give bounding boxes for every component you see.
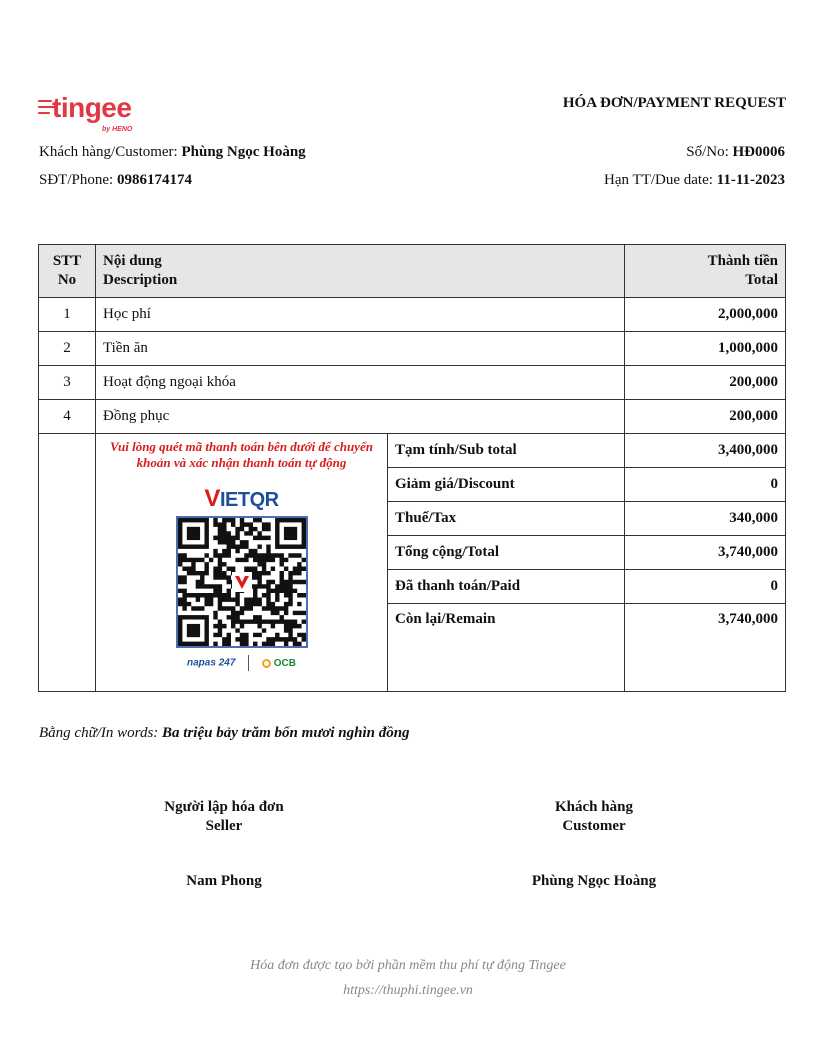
logo-wordmark: tingee: [52, 92, 132, 123]
invoice-number-line: [686, 144, 785, 161]
napas-logo: napas 247: [187, 657, 236, 669]
customer-line: [39, 144, 306, 161]
summary-label: Tổng cộng/Total: [388, 536, 625, 570]
seller-title-en: Seller: [205, 818, 243, 834]
qr-payment-panel: [96, 434, 388, 692]
due-date-value: 11-11-2023: [716, 172, 785, 188]
phone-line: [39, 172, 192, 189]
vietqr-logo: [100, 485, 383, 513]
table-row: [39, 400, 786, 434]
summary-value: 340,000: [625, 502, 786, 536]
in-words-value: Ba triệu bảy trăm bốn mươi nghìn đồng: [162, 725, 410, 741]
seller-title: Người lập hóa đơn: [164, 799, 284, 815]
bank-logos: [100, 655, 383, 671]
customer-signature-name: Phùng Ngọc Hoàng: [531, 873, 657, 889]
item-total: 200,000: [625, 400, 786, 434]
header-desc-line2: Description: [103, 272, 178, 288]
header-no-line1: STT: [52, 253, 82, 269]
bank-logo-divider: [248, 655, 249, 671]
item-description: Học phí: [96, 298, 625, 332]
header-total-line1: Thành tiền: [707, 253, 779, 269]
invoice-number-label: Số/No:: [686, 144, 729, 160]
due-date-line: [604, 172, 785, 189]
customer-name: Phùng Ngọc Hoàng: [181, 144, 306, 160]
vietqr-logo-iet: IET: [219, 489, 250, 511]
vietqr-logo-qr: QR: [249, 489, 279, 511]
item-no: 2: [39, 332, 96, 366]
header-desc-line1: Nội dung: [103, 253, 162, 269]
item-description: Đồng phục: [96, 400, 625, 434]
summary-label: Thuế/Tax: [388, 502, 625, 536]
invoice-number-value: HĐ0006: [732, 144, 785, 160]
table-row: [39, 366, 786, 400]
table-header-row: [39, 245, 786, 298]
summary-empty-cell: [39, 434, 96, 692]
footer-credit: Hóa đơn được tạo bởi phần mềm thu phí tự động Tingee: [250, 958, 566, 973]
document-title: HÓA ĐƠN/PAYMENT REQUEST: [562, 95, 786, 111]
item-total: 2,000,000: [625, 298, 786, 332]
ocb-label: OCB: [273, 657, 296, 669]
summary-value: 3,400,000: [625, 434, 786, 468]
invoice-table: [38, 244, 786, 692]
table-row: [39, 332, 786, 366]
customer-signature-block: [494, 798, 694, 891]
logo-byline: by HENO: [102, 126, 133, 133]
item-no: 1: [39, 298, 96, 332]
seller-name: Nam Phong: [186, 873, 262, 889]
item-no: 3: [39, 366, 96, 400]
summary-label: Đã thanh toán/Paid: [388, 570, 625, 604]
header-no-line2: No: [57, 272, 77, 288]
item-no: 4: [39, 400, 96, 434]
qr-instruction-note: Vui lòng quét mã thanh toán bên dưới để chuyển khoản và xác nhận thanh toán tự động: [110, 439, 373, 470]
qr-finder-pattern: [186, 624, 199, 637]
summary-value: 3,740,000: [625, 604, 786, 692]
vietqr-logo-v: V: [204, 485, 220, 512]
phone-label: SĐT/Phone:: [39, 172, 114, 188]
summary-value: 0: [625, 570, 786, 604]
item-total: 200,000: [625, 366, 786, 400]
summary-value: 0: [625, 468, 786, 502]
seller-signature-block: [124, 798, 324, 891]
customer-title: Khách hàng: [555, 799, 633, 815]
footer-url[interactable]: https://thuphi.tingee.vn: [343, 983, 473, 998]
summary-label: Giảm giá/Discount: [388, 468, 625, 502]
phone-value: 0986174174: [116, 172, 192, 188]
tingee-logo: [38, 92, 138, 138]
customer-title-en: Customer: [562, 818, 626, 834]
logo-speed-line: [38, 100, 52, 102]
due-date-label: Hạn TT/Due date:: [604, 172, 713, 188]
item-description: Hoạt động ngoại khóa: [96, 366, 625, 400]
header-description: [96, 245, 625, 298]
ocb-ring-icon: [262, 659, 271, 668]
header-total: [625, 245, 786, 298]
table-row: [39, 298, 786, 332]
customer-label: Khách hàng/Customer:: [39, 144, 178, 160]
item-description: Tiền ăn: [96, 332, 625, 366]
summary-label: Còn lại/Remain: [388, 604, 625, 692]
item-total: 1,000,000: [625, 332, 786, 366]
qr-code-graphic: [178, 518, 306, 646]
qr-finder-pattern: [283, 527, 296, 540]
amount-in-words: [39, 725, 410, 742]
qr-code[interactable]: [176, 516, 308, 648]
summary-value: 3,740,000: [625, 536, 786, 570]
header-no: [39, 245, 96, 298]
summary-row: [39, 434, 786, 468]
ocb-logo: [262, 658, 296, 669]
summary-label: Tạm tính/Sub total: [388, 434, 625, 468]
logo-speed-line: [38, 112, 50, 114]
header-total-line2: Total: [745, 272, 779, 288]
in-words-label: Bằng chữ/In words:: [39, 725, 159, 741]
qr-finder-pattern: [186, 527, 199, 540]
